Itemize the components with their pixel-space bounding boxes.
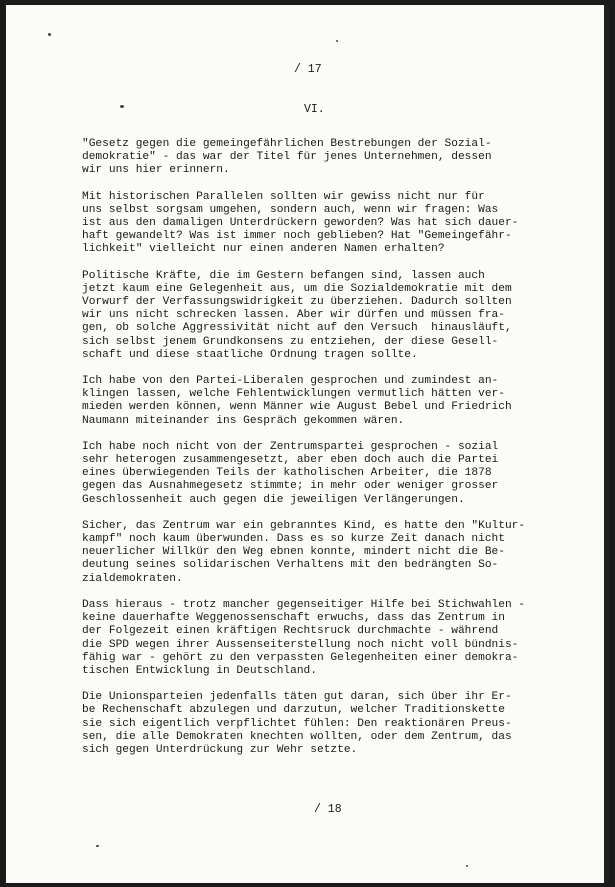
text-line: Politische Kräfte, die im Gestern befangen sind, lassen auch <box>82 269 485 282</box>
text-line: keine dauerhafte Weggenossenschaft erwuchs, dass das Zentrum in <box>82 612 505 625</box>
text-line: neuerlicher Willkür den Weg ebnen konnte, mindert nicht die Be- <box>82 546 505 559</box>
text-line: Vorwurf der Verfassungswidrigkeit zu überziehen. Dadurch sollten <box>82 296 512 309</box>
text-line: "Gesetz gegen die gemeingefährlichen Bestrebungen der Sozial- <box>82 138 492 150</box>
text-line: eines überwiegenden Teils der katholischen Arbeiter, die 1878 <box>82 467 492 480</box>
text-line: Die Unionsparteien jedenfalls täten gut daran, sich über ihr Er- <box>82 691 512 704</box>
text-line: jetzt kaum eine Gelegenheit aus, um die Sozialdemokratie mit dem <box>82 282 512 295</box>
text-line: be Rechenschaft abzulegen und darzutun, welcher Traditionskette <box>82 704 505 717</box>
paragraph <box>82 599 582 678</box>
text-line: haft gewandelt? Was ist immer noch geblieben? Hat "Gemeingefähr- <box>82 230 512 243</box>
text-line: ist aus den damaligen Unterdrückern geworden? Was hat sich dauer- <box>82 217 519 230</box>
text-line: zialdemokraten. <box>82 572 183 585</box>
document-body <box>82 138 582 770</box>
text-line: wir uns hier erinnern. <box>82 164 230 177</box>
text-line: schaft und diese staatliche Ordnung tragen sollte. <box>82 348 418 361</box>
text-line: kampf" noch kaum überwunden. Dass es so kurze Zeit danach nicht <box>82 533 505 546</box>
text-line: Sicher, das Zentrum war ein gebranntes Kind, es hatte den "Kultur- <box>82 519 526 532</box>
text-line: gegen das Ausnahmegesetz stimmte; in mehr oder weniger grosser <box>82 480 499 493</box>
paragraph <box>82 375 582 428</box>
paragraph <box>82 191 582 257</box>
text-line: die SPD wegen ihrer Aussenseiterstellung noch nicht voll bündnis- <box>82 638 519 651</box>
text-line: demokratie" - das war der Titel für jenes Unternehmen, dessen <box>82 151 492 164</box>
paragraph <box>82 441 582 507</box>
text-line: sehr heterogen zusammengesetzt, aber eben doch auch die Partei <box>82 454 499 467</box>
text-line: Ich habe von den Partei-Liberalen gesprochen und zumindest an- <box>82 375 499 388</box>
text-line: Mit historischen Parallelen sollten wir gewiss nicht nur für <box>82 190 485 203</box>
text-line: sich selbst jenem Grundkonsens zu entziehen, der diese Gesell- <box>82 335 499 348</box>
text-line: Ich habe noch nicht von der Zentrumspartei gesprochen - sozial <box>82 440 499 453</box>
text-line: wir uns nicht schrecken lassen. Aber wir dürfen und müssen fra- <box>82 309 505 322</box>
scan-edge <box>604 5 609 883</box>
scan-speck <box>96 845 99 847</box>
section-heading: VI. <box>304 103 325 116</box>
text-line: fähig war - gehört zu den verpassten Gelegenheiten einer demokra- <box>82 651 519 664</box>
text-line: mieden werden können, wenn Männer wie August Bebel und Friedrich <box>82 401 512 414</box>
text-line: Geschlossenheit auch gegen die jeweiligen Verlängerungen. <box>82 493 465 506</box>
scan-speck <box>466 865 468 867</box>
paragraph <box>82 270 582 362</box>
page-number-top: / 17 <box>294 63 322 76</box>
text-line: deutung seines solidarischen Verhaltens mit den bedrängten So- <box>82 559 499 572</box>
paragraph <box>82 520 582 586</box>
paragraph <box>82 138 582 178</box>
scan-speck <box>336 40 338 42</box>
text-line: sen, die alle Demokraten knechten wollten, oder dem Zentrum, das <box>82 730 512 743</box>
text-line: Dass hieraus - trotz mancher gegenseitiger Hilfe bei Stichwahlen - <box>82 598 526 611</box>
scan-speck <box>120 105 124 108</box>
text-line: gen, ob solche Aggressivität nicht auf den Versuch hinausläuft, <box>82 322 512 335</box>
document-page <box>6 5 609 883</box>
text-line: lichkeit" vielleicht nur einen anderen Namen erhalten? <box>82 243 445 256</box>
text-line: klingen lassen, welche Fehlentwicklungen vermutlich hätten ver- <box>82 388 505 401</box>
text-line: Naumann miteinander ins Gespräch gekommen wären. <box>82 414 405 427</box>
text-line: der Folgezeit einen kräftigen Rechtsruck durchmachte - während <box>82 625 499 638</box>
paragraph <box>82 691 582 757</box>
text-line: tischen Entwicklung in Deutschland. <box>82 664 317 677</box>
text-line: sie sich eigentlich verpflichtet fühlen: Den reaktionären Preus- <box>82 717 512 730</box>
scan-speck <box>48 33 51 36</box>
page-number-bottom: / 18 <box>314 803 342 816</box>
text-line: uns selbst sorgsam umgehen, sondern auch, wenn wir fragen: Was <box>82 203 499 216</box>
text-line: sich gegen Unterdrückung zur Wehr setzte. <box>82 743 358 756</box>
